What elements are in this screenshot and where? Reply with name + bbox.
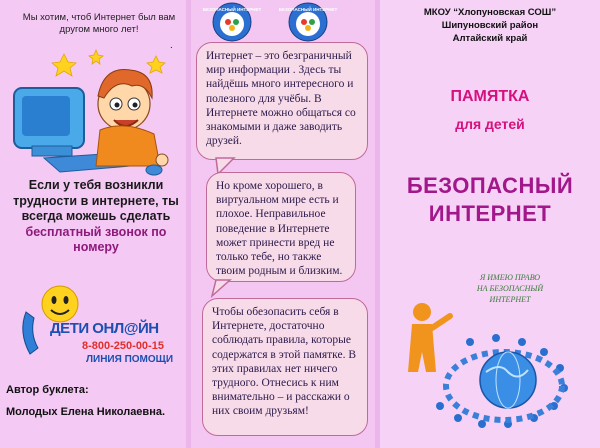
help-line: всегда можешь сделать xyxy=(21,209,171,223)
school-info xyxy=(388,6,592,45)
helpline-phone[interactable]: 8-800-250-00-15 xyxy=(82,340,164,352)
memo-heading: ПАМЯТКА xyxy=(450,88,530,105)
helpline-name: ДЕТИ ОНЛ@ЙН xyxy=(50,320,159,337)
school-region: Алтайский край xyxy=(452,33,528,44)
speech-bubble: Интернет – это безграничный мир информации . Здесь ты найдёшь много интересного и полезного для учёбы. В Интернете можно общаться со знакомыми и даже заводить друзей. xyxy=(196,42,368,160)
art-caption-line: Я ИМЕЮ ПРАВО xyxy=(480,273,540,282)
badge-text: БЕЗОПАСНЫЙ ИНТЕРНЕТ xyxy=(278,7,338,12)
author-label: Автор буклета: xyxy=(6,384,89,396)
art-caption xyxy=(450,272,570,305)
school-name: МКОУ “Хлопуновская СОШ” xyxy=(423,7,557,18)
slogan-line: другом много лет! xyxy=(59,24,139,35)
school-district: Шипуновский район xyxy=(441,20,539,31)
booklet-title xyxy=(386,172,594,228)
slogan xyxy=(14,12,184,36)
help-free-line: бесплатный звонок по xyxy=(25,224,167,239)
dot-mark: . xyxy=(170,40,173,51)
safe-internet-badge xyxy=(278,2,338,42)
author-name: Молодых Елена Николаевна. xyxy=(6,406,166,418)
title-line: БЕЗОПАСНЫЙ xyxy=(406,173,574,198)
slogan-line: Мы хотим, чтоб Интернет был вам xyxy=(22,12,176,23)
help-line: Если у тебя возникли xyxy=(28,178,164,192)
bubble-tail xyxy=(210,280,232,298)
help-line: трудности в интернете, ты xyxy=(13,193,179,208)
help-free-line: номеру xyxy=(73,240,119,254)
boy-computer-illustration xyxy=(4,48,184,176)
safe-internet-badge xyxy=(202,2,262,42)
title-line: ИНТЕРНЕТ xyxy=(428,201,552,226)
memo-subheading: для детей xyxy=(455,116,525,132)
speech-bubble: Чтобы обезопасить себя в Интернете, достаточно соблюдать правила, которые содержатся в этой памятке. В этих правилах нет ничего трудного. Отнесись к ним внимательно – и расскажи о них своим друзьям! xyxy=(202,298,368,436)
speech-bubble: Но кроме хорошего, в виртуальном мире есть и плохое. Неправильное поведение в Интернете может принести вред не только тебе, но также твоим родным и близким. xyxy=(206,172,356,282)
help-text xyxy=(8,178,184,256)
helpline-label: ЛИНИЯ ПОМОЩИ xyxy=(86,354,174,365)
art-caption-line: ИНТЕРНЕТ xyxy=(489,295,531,304)
art-caption-line: НА БЕЗОПАСНЫЙ xyxy=(476,284,544,293)
author-block xyxy=(6,379,184,423)
badge-text: БЕЗОПАСНЫЙ ИНТЕРНЕТ xyxy=(202,7,262,12)
